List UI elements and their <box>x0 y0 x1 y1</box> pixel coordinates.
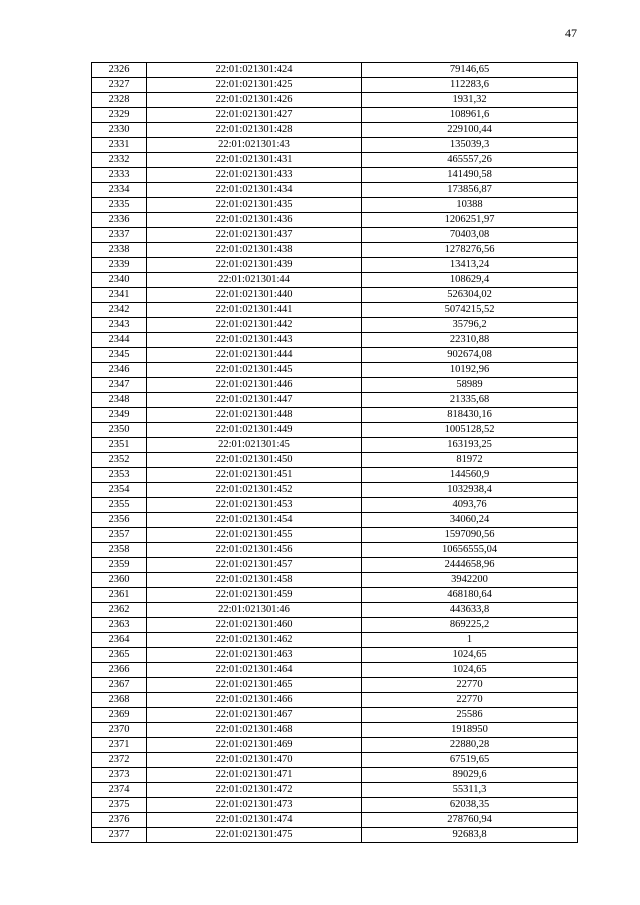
row-number-cell: 2365 <box>92 648 147 663</box>
row-number-cell: 2340 <box>92 273 147 288</box>
cadastral-number-cell: 22:01:021301:448 <box>147 408 362 423</box>
cadastral-number-cell: 22:01:021301:449 <box>147 423 362 438</box>
cadastral-number-cell: 22:01:021301:473 <box>147 798 362 813</box>
cadastral-number-cell: 22:01:021301:459 <box>147 588 362 603</box>
value-cell: 229100,44 <box>362 123 578 138</box>
value-cell: 62038,35 <box>362 798 578 813</box>
row-number-cell: 2371 <box>92 738 147 753</box>
cadastral-number-cell: 22:01:021301:452 <box>147 483 362 498</box>
value-cell: 278760,94 <box>362 813 578 828</box>
value-cell: 4093,76 <box>362 498 578 513</box>
value-cell: 67519,65 <box>362 753 578 768</box>
value-cell: 25586 <box>362 708 578 723</box>
table-row <box>92 273 578 288</box>
page-number: 47 <box>565 26 577 40</box>
value-cell: 1 <box>362 633 578 648</box>
row-number-cell: 2361 <box>92 588 147 603</box>
value-cell: 22880,28 <box>362 738 578 753</box>
cadastral-number-cell: 22:01:021301:425 <box>147 78 362 93</box>
value-cell: 92683,8 <box>362 828 578 843</box>
row-number-cell: 2367 <box>92 678 147 693</box>
value-cell: 13413,24 <box>362 258 578 273</box>
cadastral-number-cell: 22:01:021301:440 <box>147 288 362 303</box>
value-cell: 1024,65 <box>362 648 578 663</box>
value-cell: 58989 <box>362 378 578 393</box>
value-cell: 89029,6 <box>362 768 578 783</box>
value-cell: 135039,3 <box>362 138 578 153</box>
value-cell: 10388 <box>362 198 578 213</box>
value-cell: 22770 <box>362 693 578 708</box>
table-row <box>92 213 578 228</box>
table-row <box>92 528 578 543</box>
cadastral-number-cell: 22:01:021301:467 <box>147 708 362 723</box>
cadastral-number-cell: 22:01:021301:426 <box>147 93 362 108</box>
cadastral-number-cell: 22:01:021301:438 <box>147 243 362 258</box>
row-number-cell: 2377 <box>92 828 147 843</box>
cadastral-table <box>91 62 578 843</box>
value-cell: 443633,8 <box>362 603 578 618</box>
row-number-cell: 2364 <box>92 633 147 648</box>
table-row <box>92 108 578 123</box>
table-row <box>92 648 578 663</box>
row-number-cell: 2375 <box>92 798 147 813</box>
table-row <box>92 618 578 633</box>
cadastral-number-cell: 22:01:021301:450 <box>147 453 362 468</box>
cadastral-number-cell: 22:01:021301:441 <box>147 303 362 318</box>
cadastral-number-cell: 22:01:021301:454 <box>147 513 362 528</box>
table-row <box>92 828 578 843</box>
row-number-cell: 2354 <box>92 483 147 498</box>
row-number-cell: 2342 <box>92 303 147 318</box>
row-number-cell: 2330 <box>92 123 147 138</box>
table-row <box>92 378 578 393</box>
cadastral-number-cell: 22:01:021301:444 <box>147 348 362 363</box>
value-cell: 465557,26 <box>362 153 578 168</box>
cadastral-number-cell: 22:01:021301:424 <box>147 63 362 78</box>
table-row <box>92 708 578 723</box>
row-number-cell: 2329 <box>92 108 147 123</box>
table-row <box>92 783 578 798</box>
row-number-cell: 2358 <box>92 543 147 558</box>
value-cell: 108961,6 <box>362 108 578 123</box>
value-cell: 468180,64 <box>362 588 578 603</box>
table-row <box>92 678 578 693</box>
table-row <box>92 468 578 483</box>
table-row <box>92 768 578 783</box>
cadastral-number-cell: 22:01:021301:439 <box>147 258 362 273</box>
table-row <box>92 333 578 348</box>
cadastral-number-cell: 22:01:021301:472 <box>147 783 362 798</box>
table-row <box>92 153 578 168</box>
value-cell: 70403,08 <box>362 228 578 243</box>
row-number-cell: 2343 <box>92 318 147 333</box>
value-cell: 108629,4 <box>362 273 578 288</box>
row-number-cell: 2326 <box>92 63 147 78</box>
cadastral-number-cell: 22:01:021301:456 <box>147 543 362 558</box>
row-number-cell: 2333 <box>92 168 147 183</box>
value-cell: 79146,65 <box>362 63 578 78</box>
table-row <box>92 663 578 678</box>
row-number-cell: 2338 <box>92 243 147 258</box>
table-row <box>92 318 578 333</box>
cadastral-number-cell: 22:01:021301:460 <box>147 618 362 633</box>
cadastral-number-cell: 22:01:021301:436 <box>147 213 362 228</box>
value-cell: 1005128,52 <box>362 423 578 438</box>
cadastral-number-cell: 22:01:021301:465 <box>147 678 362 693</box>
value-cell: 1278276,56 <box>362 243 578 258</box>
value-cell: 141490,58 <box>362 168 578 183</box>
row-number-cell: 2353 <box>92 468 147 483</box>
table-row <box>92 348 578 363</box>
row-number-cell: 2357 <box>92 528 147 543</box>
table-body <box>92 63 578 843</box>
table-row <box>92 453 578 468</box>
table-row <box>92 408 578 423</box>
value-cell: 173856,87 <box>362 183 578 198</box>
value-cell: 34060,24 <box>362 513 578 528</box>
row-number-cell: 2359 <box>92 558 147 573</box>
row-number-cell: 2351 <box>92 438 147 453</box>
value-cell: 35796,2 <box>362 318 578 333</box>
value-cell: 1931,32 <box>362 93 578 108</box>
cadastral-number-cell: 22:01:021301:437 <box>147 228 362 243</box>
table-row <box>92 423 578 438</box>
table-row <box>92 258 578 273</box>
value-cell: 1024,65 <box>362 663 578 678</box>
row-number-cell: 2370 <box>92 723 147 738</box>
value-cell: 1032938,4 <box>362 483 578 498</box>
cadastral-number-cell: 22:01:021301:46 <box>147 603 362 618</box>
cadastral-number-cell: 22:01:021301:435 <box>147 198 362 213</box>
value-cell: 1918950 <box>362 723 578 738</box>
row-number-cell: 2368 <box>92 693 147 708</box>
value-cell: 55311,3 <box>362 783 578 798</box>
row-number-cell: 2344 <box>92 333 147 348</box>
table-row <box>92 123 578 138</box>
row-number-cell: 2352 <box>92 453 147 468</box>
value-cell: 818430,16 <box>362 408 578 423</box>
table-row <box>92 303 578 318</box>
cadastral-number-cell: 22:01:021301:44 <box>147 273 362 288</box>
table-row <box>92 498 578 513</box>
table-row <box>92 513 578 528</box>
row-number-cell: 2374 <box>92 783 147 798</box>
row-number-cell: 2331 <box>92 138 147 153</box>
row-number-cell: 2341 <box>92 288 147 303</box>
table-row <box>92 138 578 153</box>
table-row <box>92 813 578 828</box>
table-row <box>92 393 578 408</box>
row-number-cell: 2332 <box>92 153 147 168</box>
table-row <box>92 243 578 258</box>
cadastral-number-cell: 22:01:021301:474 <box>147 813 362 828</box>
row-number-cell: 2334 <box>92 183 147 198</box>
value-cell: 3942200 <box>362 573 578 588</box>
value-cell: 81972 <box>362 453 578 468</box>
row-number-cell: 2373 <box>92 768 147 783</box>
row-number-cell: 2346 <box>92 363 147 378</box>
table-row <box>92 543 578 558</box>
value-cell: 22310,88 <box>362 333 578 348</box>
row-number-cell: 2372 <box>92 753 147 768</box>
row-number-cell: 2360 <box>92 573 147 588</box>
cadastral-number-cell: 22:01:021301:428 <box>147 123 362 138</box>
table-row <box>92 228 578 243</box>
value-cell: 1597090,56 <box>362 528 578 543</box>
table-row <box>92 78 578 93</box>
cadastral-number-cell: 22:01:021301:470 <box>147 753 362 768</box>
row-number-cell: 2336 <box>92 213 147 228</box>
row-number-cell: 2369 <box>92 708 147 723</box>
row-number-cell: 2355 <box>92 498 147 513</box>
table-row <box>92 573 578 588</box>
row-number-cell: 2363 <box>92 618 147 633</box>
row-number-cell: 2350 <box>92 423 147 438</box>
value-cell: 10192,96 <box>362 363 578 378</box>
row-number-cell: 2335 <box>92 198 147 213</box>
value-cell: 163193,25 <box>362 438 578 453</box>
table-row <box>92 798 578 813</box>
cadastral-number-cell: 22:01:021301:451 <box>147 468 362 483</box>
cadastral-number-cell: 22:01:021301:434 <box>147 183 362 198</box>
row-number-cell: 2366 <box>92 663 147 678</box>
row-number-cell: 2362 <box>92 603 147 618</box>
value-cell: 10656555,04 <box>362 543 578 558</box>
value-cell: 22770 <box>362 678 578 693</box>
table-row <box>92 183 578 198</box>
cadastral-number-cell: 22:01:021301:45 <box>147 438 362 453</box>
row-number-cell: 2327 <box>92 78 147 93</box>
row-number-cell: 2328 <box>92 93 147 108</box>
table-row <box>92 633 578 648</box>
cadastral-number-cell: 22:01:021301:464 <box>147 663 362 678</box>
cadastral-number-cell: 22:01:021301:468 <box>147 723 362 738</box>
cadastral-number-cell: 22:01:021301:455 <box>147 528 362 543</box>
cadastral-number-cell: 22:01:021301:43 <box>147 138 362 153</box>
value-cell: 526304,02 <box>362 288 578 303</box>
cadastral-number-cell: 22:01:021301:427 <box>147 108 362 123</box>
cadastral-number-cell: 22:01:021301:463 <box>147 648 362 663</box>
table-row <box>92 753 578 768</box>
row-number-cell: 2349 <box>92 408 147 423</box>
table-row <box>92 558 578 573</box>
value-cell: 112283,6 <box>362 78 578 93</box>
table-row <box>92 588 578 603</box>
table-row <box>92 438 578 453</box>
cadastral-number-cell: 22:01:021301:458 <box>147 573 362 588</box>
cadastral-number-cell: 22:01:021301:431 <box>147 153 362 168</box>
cadastral-number-cell: 22:01:021301:457 <box>147 558 362 573</box>
value-cell: 2444658,96 <box>362 558 578 573</box>
table-row <box>92 198 578 213</box>
table-row <box>92 693 578 708</box>
table-row <box>92 738 578 753</box>
value-cell: 5074215,52 <box>362 303 578 318</box>
table-row <box>92 723 578 738</box>
cadastral-number-cell: 22:01:021301:471 <box>147 768 362 783</box>
cadastral-number-cell: 22:01:021301:462 <box>147 633 362 648</box>
table-row <box>92 288 578 303</box>
cadastral-number-cell: 22:01:021301:442 <box>147 318 362 333</box>
value-cell: 21335,68 <box>362 393 578 408</box>
value-cell: 144560,9 <box>362 468 578 483</box>
cadastral-number-cell: 22:01:021301:475 <box>147 828 362 843</box>
cadastral-number-cell: 22:01:021301:433 <box>147 168 362 183</box>
table-row <box>92 63 578 78</box>
table-row <box>92 483 578 498</box>
value-cell: 869225,2 <box>362 618 578 633</box>
row-number-cell: 2356 <box>92 513 147 528</box>
row-number-cell: 2339 <box>92 258 147 273</box>
cadastral-number-cell: 22:01:021301:469 <box>147 738 362 753</box>
row-number-cell: 2345 <box>92 348 147 363</box>
cadastral-number-cell: 22:01:021301:453 <box>147 498 362 513</box>
cadastral-number-cell: 22:01:021301:447 <box>147 393 362 408</box>
table-row <box>92 93 578 108</box>
value-cell: 902674,08 <box>362 348 578 363</box>
cadastral-number-cell: 22:01:021301:446 <box>147 378 362 393</box>
row-number-cell: 2348 <box>92 393 147 408</box>
cadastral-number-cell: 22:01:021301:466 <box>147 693 362 708</box>
cadastral-number-cell: 22:01:021301:443 <box>147 333 362 348</box>
table-row <box>92 363 578 378</box>
row-number-cell: 2347 <box>92 378 147 393</box>
value-cell: 1206251,97 <box>362 213 578 228</box>
table-row <box>92 603 578 618</box>
cadastral-number-cell: 22:01:021301:445 <box>147 363 362 378</box>
row-number-cell: 2376 <box>92 813 147 828</box>
table-row <box>92 168 578 183</box>
row-number-cell: 2337 <box>92 228 147 243</box>
